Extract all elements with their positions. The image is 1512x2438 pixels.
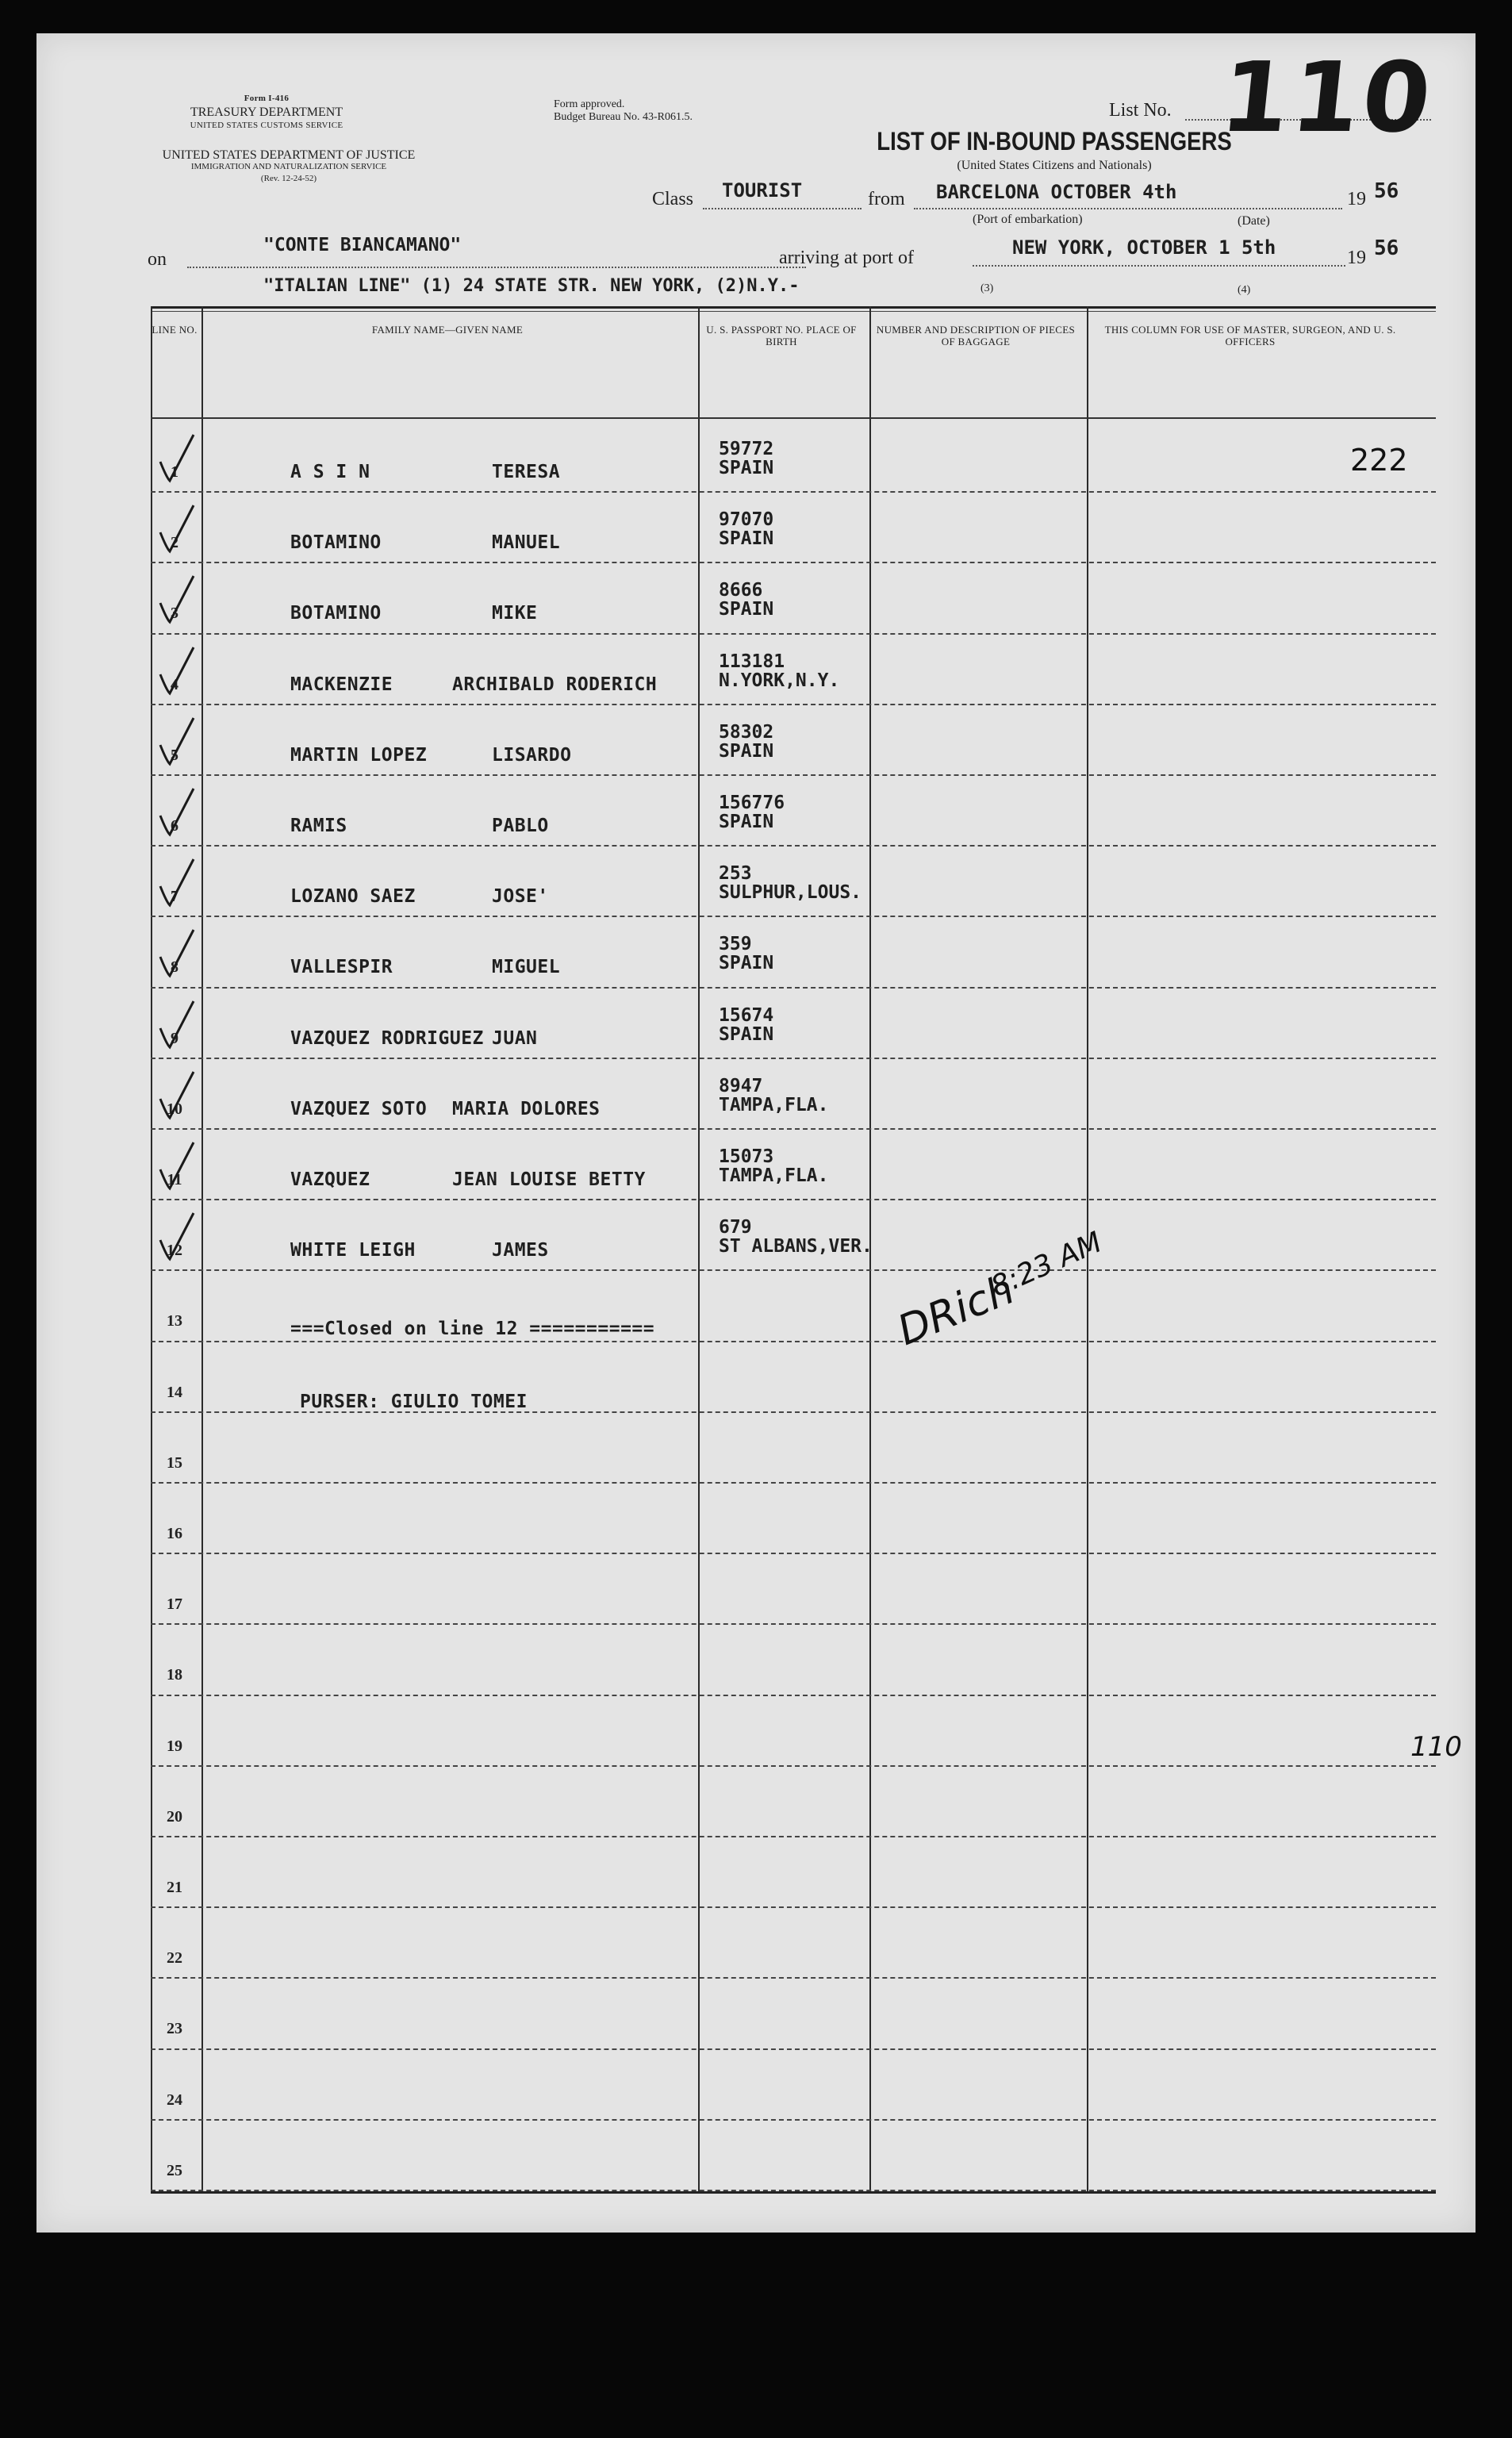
given-name: PABLO — [492, 816, 549, 836]
given-name: MARIA DOLORES — [452, 1098, 601, 1119]
family-name: VALLESPIR — [290, 957, 393, 978]
row-separator — [151, 916, 1436, 917]
line-number: 17 — [167, 1595, 182, 1614]
line-number: 10 — [167, 1100, 182, 1118]
from-label: from — [868, 189, 905, 209]
family-name: VAZQUEZ — [290, 1169, 370, 1190]
place-of-birth: SPAIN — [719, 740, 774, 762]
on-label: on — [148, 249, 167, 270]
form-approved: Form approved. — [554, 98, 625, 110]
row-separator — [151, 704, 1436, 705]
line-number: 2 — [171, 534, 178, 552]
vessel-name: "CONTE BIANCAMANO" — [263, 235, 462, 255]
row-separator — [151, 1482, 1436, 1484]
given-name: JAMES — [492, 1240, 549, 1261]
passport-number: 15073 — [719, 1146, 774, 1167]
checkmark-icon — [157, 430, 197, 486]
row-separator — [151, 1623, 1436, 1625]
checkmark-icon — [157, 1208, 197, 1264]
line-number: 22 — [167, 1949, 182, 1968]
line-number: 3 — [171, 605, 178, 623]
place-of-birth: SPAIN — [719, 528, 774, 550]
passport-cell — [719, 510, 773, 548]
family-name: VAZQUEZ SOTO — [290, 1098, 428, 1119]
line-info: "ITALIAN LINE" (1) 24 STATE STR. NEW YORK, (2)N.Y.- — [263, 276, 800, 296]
table-top-border-2 — [151, 311, 1436, 312]
arriving-label: arriving at port of — [779, 248, 914, 268]
given-name: MIGUEL — [492, 957, 561, 978]
class-underline — [703, 208, 862, 209]
col-header-line-no: LINE NO. — [152, 324, 198, 336]
line-number: 7 — [171, 888, 178, 906]
row-separator — [151, 562, 1436, 563]
passport-cell — [719, 793, 785, 831]
caption-4: (4) — [1238, 284, 1251, 296]
place-of-birth: ST ALBANS,VER. — [719, 1236, 873, 1257]
place-of-birth: TAMPA,FLA. — [719, 1165, 829, 1186]
place-of-birth: SPAIN — [719, 812, 774, 832]
passport-cell — [719, 652, 839, 690]
embark-underline — [914, 208, 1342, 209]
given-name: MIKE — [492, 603, 538, 624]
header-bottom-rule — [151, 417, 1436, 419]
line-number: 4 — [171, 675, 178, 693]
row-separator — [151, 1695, 1436, 1696]
initials-mark: DRich — [891, 1265, 1022, 1355]
row-separator — [151, 1906, 1436, 1908]
list-no-label: List No. — [1109, 100, 1172, 121]
place-of-birth: N.YORK,N.Y. — [719, 670, 840, 691]
col-header-baggage: NUMBER AND DESCRIPTION OF PIECES OF BAGGAGE — [876, 324, 1076, 347]
row-separator — [151, 1269, 1436, 1271]
line-number: 12 — [167, 1242, 182, 1260]
given-name: MANUEL — [492, 532, 561, 554]
row-separator — [151, 1553, 1436, 1554]
row-separator — [151, 2119, 1436, 2121]
class-label: Class — [652, 189, 694, 209]
family-name: MARTIN LOPEZ — [290, 744, 428, 766]
passport-cell — [719, 440, 773, 478]
date-caption: (Date) — [1238, 214, 1270, 228]
passport-number: 59772 — [719, 439, 774, 459]
form-agency-block — [148, 92, 386, 132]
checkmark-icon — [157, 996, 197, 1052]
checkmark-icon — [157, 784, 197, 839]
passport-cell — [719, 1218, 873, 1256]
caption-3: (3) — [980, 282, 994, 294]
checkmark-icon — [157, 1138, 197, 1193]
row-separator — [151, 491, 1436, 493]
list-subtitle: (United States Citizens and Nationals) — [957, 159, 1152, 172]
line-number: 16 — [167, 1525, 182, 1542]
row-separator — [151, 987, 1436, 989]
passenger-table — [151, 306, 1436, 2191]
passport-number: 8947 — [719, 1075, 763, 1096]
year-2: 56 — [1374, 236, 1399, 260]
row-separator — [151, 1977, 1436, 1979]
closed-note: ===Closed on line 12 =========== — [290, 1319, 655, 1339]
passport-cell — [719, 1006, 773, 1044]
table-bottom-border — [151, 2191, 1436, 2194]
form-number: Form I-416 — [244, 94, 290, 103]
passport-cell — [719, 935, 773, 973]
form-revision: (Rev. 12-24-52) — [260, 174, 317, 183]
form-dept-block — [146, 149, 432, 185]
vessel-underline — [187, 267, 806, 268]
line-number: 5 — [171, 746, 178, 764]
passport-number: 253 — [719, 863, 752, 885]
line-number: 25 — [167, 2161, 182, 2179]
line-number: 9 — [171, 1029, 178, 1047]
line-number: 19 — [167, 1737, 182, 1755]
given-name: JUAN — [492, 1027, 538, 1049]
row-separator — [151, 1128, 1436, 1130]
line-number: 11 — [167, 1171, 182, 1188]
checkmark-icon — [157, 571, 197, 627]
family-name: MACKENZIE — [290, 674, 393, 695]
col-name-right — [698, 306, 700, 2191]
line-number: 24 — [167, 2091, 182, 2109]
row-separator — [151, 2048, 1436, 2050]
list-title: LIST OF IN-BOUND PASSENGERS — [877, 127, 1232, 155]
checkmark-icon — [157, 643, 197, 698]
checkmark-icon — [157, 1067, 197, 1123]
passport-number: 679 — [719, 1217, 752, 1238]
purser-note: PURSER: GIULIO TOMEI — [300, 1392, 528, 1412]
checkmark-icon — [157, 501, 197, 556]
manifest-page — [36, 33, 1476, 2233]
family-name: BOTAMINO — [290, 532, 382, 554]
year-1: 56 — [1374, 179, 1399, 203]
col-line-no-right — [201, 306, 203, 2191]
given-name: ARCHIBALD RODERICH — [452, 674, 658, 695]
place-of-birth: TAMPA,FLA. — [719, 1094, 829, 1115]
agency-justice: UNITED STATES DEPARTMENT OF JUSTICE — [162, 148, 416, 162]
passport-cell — [719, 581, 773, 619]
passport-cell — [719, 1147, 828, 1185]
place-of-birth: SPAIN — [719, 953, 774, 974]
passport-cell — [719, 1077, 828, 1115]
family-name: BOTAMINO — [290, 603, 382, 624]
margin-number-mark: 110 — [1410, 1731, 1462, 1763]
passport-number: 156776 — [719, 793, 785, 813]
family-name: RAMIS — [290, 816, 347, 836]
arrival-value: NEW YORK, OCTOBER 1 5th — [1012, 236, 1276, 259]
row-separator — [151, 1836, 1436, 1837]
col-header-officers: THIS COLUMN FOR USE OF MASTER, SURGEON, AND U. S. OFFICERS — [1104, 324, 1396, 347]
arrival-underline — [973, 265, 1345, 267]
place-of-birth: SPAIN — [719, 599, 774, 620]
row-separator — [151, 1341, 1436, 1342]
line-number: 18 — [167, 1666, 182, 1684]
row-separator — [151, 1765, 1436, 1767]
budget-bureau: Budget Bureau No. 43-R061.5. — [554, 111, 693, 123]
embark-caption: (Port of embarkation) — [973, 213, 1083, 226]
row-separator — [151, 1199, 1436, 1200]
agency-treasury-sub: UNITED STATES CUSTOMS SERVICE — [190, 121, 343, 130]
family-name: WHITE LEIGH — [290, 1240, 416, 1261]
line-number: 21 — [167, 1879, 182, 1896]
place-of-birth: SULPHUR,LOUS. — [719, 882, 862, 904]
passport-cell — [719, 864, 862, 902]
embark-value: BARCELONA OCTOBER 4th — [936, 181, 1177, 203]
checkmark-icon — [157, 925, 197, 981]
line-number: 20 — [167, 1807, 182, 1826]
agency-treasury: TREASURY DEPARTMENT — [190, 106, 343, 119]
family-name: A S I N — [290, 462, 370, 482]
line-number: 8 — [171, 958, 178, 977]
class-value: TOURIST — [722, 179, 803, 202]
place-of-birth: SPAIN — [719, 458, 774, 478]
line-number: 15 — [167, 1453, 182, 1472]
row-separator — [151, 845, 1436, 847]
checkmark-icon — [157, 713, 197, 769]
agency-justice-sub: IMMIGRATION AND NATURALIZATION SERVICE — [190, 162, 387, 171]
family-name: VAZQUEZ RODRIGUEZ — [290, 1027, 484, 1049]
list-no-value: 110 — [1215, 41, 1440, 154]
passport-number: 113181 — [719, 651, 785, 672]
passport-number: 8666 — [719, 580, 763, 601]
line-number: 1 — [171, 463, 178, 481]
line-number: 13 — [167, 1312, 182, 1330]
line-number: 14 — [167, 1383, 182, 1401]
row-separator — [151, 633, 1436, 635]
line-number: 6 — [171, 817, 178, 835]
year-prefix-1: 19 — [1347, 189, 1366, 209]
passport-number: 97070 — [719, 509, 774, 531]
time-stamp-mark: 8:23 AM — [986, 1226, 1107, 1303]
year-prefix-2: 19 — [1347, 248, 1366, 268]
passport-cell — [719, 723, 773, 761]
row-separator — [151, 1058, 1436, 1059]
table-top-border — [151, 306, 1436, 309]
passport-number: 58302 — [719, 721, 774, 743]
given-name: JEAN LOUISE BETTY — [452, 1169, 646, 1190]
line-number: 23 — [167, 2020, 182, 2038]
given-name: TERESA — [492, 462, 561, 482]
place-of-birth: SPAIN — [719, 1023, 774, 1045]
given-name: LISARDO — [492, 744, 572, 766]
passport-number: 359 — [719, 934, 752, 955]
checkmark-icon — [157, 854, 197, 910]
col-header-name: FAMILY NAME—GIVEN NAME — [371, 324, 524, 336]
form-approval — [554, 98, 693, 124]
given-name: JOSE' — [492, 886, 549, 908]
col-header-passport: U. S. PASSPORT NO. PLACE OF BIRTH — [706, 324, 857, 347]
row-separator — [151, 2190, 1436, 2191]
officer-count-mark: 222 — [1350, 443, 1408, 478]
family-name: LOZANO SAEZ — [290, 886, 416, 908]
row-separator — [151, 774, 1436, 776]
passport-number: 15674 — [719, 1004, 774, 1026]
